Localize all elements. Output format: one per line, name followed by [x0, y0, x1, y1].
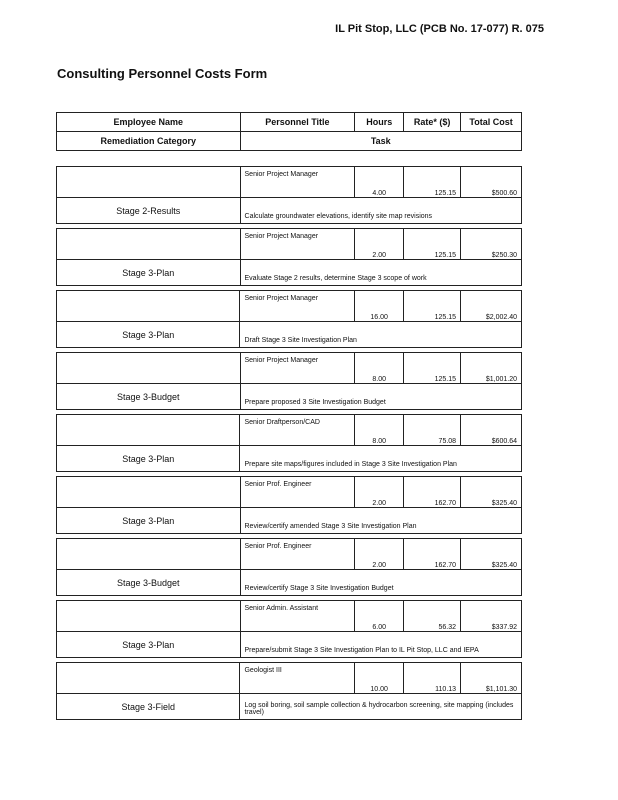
col-employee-name: Employee Name — [57, 113, 241, 132]
rate-cell: 125.15 — [404, 229, 461, 260]
col-remediation-category: Remediation Category — [57, 132, 241, 151]
remediation-category-cell: Stage 3-Plan — [57, 508, 241, 534]
total-cost-cell: $325.40 — [461, 477, 522, 508]
remediation-category-cell: Stage 3-Plan — [57, 322, 240, 348]
cost-entry-table — [56, 600, 522, 658]
total-cost-cell: $325.40 — [461, 539, 522, 570]
hours-cell: 16.00 — [355, 291, 404, 322]
hours-cell: 10.00 — [355, 663, 404, 694]
total-cost-cell: $1,001.20 — [461, 353, 522, 384]
hours-cell: 2.00 — [355, 539, 404, 570]
cost-entry — [56, 228, 522, 286]
remediation-category-cell: Stage 2-Results — [57, 198, 241, 224]
total-cost-cell: $600.64 — [461, 415, 522, 446]
col-rate: Rate* ($) — [404, 113, 461, 132]
cost-entry — [56, 662, 522, 720]
remediation-category-cell: Stage 3-Budget — [57, 384, 241, 410]
cost-entry — [56, 600, 522, 658]
rate-cell: 125.15 — [404, 167, 461, 198]
personnel-title-cell: Senior Project Manager — [240, 291, 355, 322]
cost-entry — [56, 476, 522, 534]
hours-cell: 4.00 — [355, 167, 404, 198]
cost-entry-table — [56, 228, 522, 286]
task-cell: Evaluate Stage 2 results, determine Stage 3 scope of work — [240, 260, 522, 286]
personnel-title-cell: Senior Prof. Engineer — [240, 539, 355, 570]
personnel-title-cell: Senior Project Manager — [240, 353, 355, 384]
cost-entry-table — [56, 352, 522, 410]
employee-name-cell — [57, 353, 241, 384]
total-cost-cell: $337.92 — [461, 601, 522, 632]
task-cell: Review/certify amended Stage 3 Site Investigation Plan — [240, 508, 522, 534]
rate-cell: 56.32 — [404, 601, 461, 632]
rate-cell: 162.70 — [404, 477, 461, 508]
hours-cell: 8.00 — [355, 353, 404, 384]
employee-name-cell — [57, 477, 241, 508]
total-cost-cell: $250.30 — [461, 229, 522, 260]
task-cell: Review/certify Stage 3 Site Investigation Budget — [240, 570, 521, 596]
task-cell: Prepare proposed 3 Site Investigation Budget — [240, 384, 522, 410]
rate-cell: 125.15 — [404, 291, 461, 322]
cost-entry — [56, 352, 522, 410]
remediation-category-cell: Stage 3-Plan — [57, 446, 240, 472]
rate-cell: 125.15 — [404, 353, 461, 384]
column-header-table — [56, 112, 522, 151]
remediation-category-cell: Stage 3-Budget — [57, 570, 241, 596]
rate-cell: 75.08 — [404, 415, 461, 446]
cost-entry-table — [56, 476, 522, 534]
remediation-category-cell: Stage 3-Plan — [57, 260, 241, 286]
employee-name-cell — [57, 167, 241, 198]
task-cell: Prepare/submit Stage 3 Site Investigation Plan to IL Pit Stop, LLC and IEPA — [240, 632, 522, 658]
personnel-title-cell: Senior Admin. Assistant — [240, 601, 355, 632]
personnel-title-cell: Senior Prof. Engineer — [240, 477, 355, 508]
cost-entry-table — [56, 414, 522, 472]
employee-name-cell — [57, 291, 240, 322]
cost-entry-table — [56, 166, 522, 224]
hours-cell: 6.00 — [355, 601, 404, 632]
task-cell: Log soil boring, soil sample collection & hydrocarbon screening, site mapping (includes travel) — [240, 694, 522, 720]
hours-cell: 2.00 — [355, 229, 404, 260]
remediation-category-cell: Stage 3-Plan — [57, 632, 241, 658]
cost-entry-table — [56, 538, 522, 596]
task-cell: Prepare site maps/figures included in Stage 3 Site Investigation Plan — [240, 446, 522, 472]
task-cell: Draft Stage 3 Site Investigation Plan — [240, 322, 522, 348]
cost-entry — [56, 538, 522, 596]
personnel-title-cell: Senior Draftperson/CAD — [240, 415, 355, 446]
rate-cell: 162.70 — [404, 539, 461, 570]
col-hours: Hours — [355, 113, 404, 132]
col-personnel-title: Personnel Title — [240, 113, 355, 132]
form-title: Consulting Personnel Costs Form — [57, 66, 268, 81]
employee-name-cell — [57, 663, 240, 694]
personnel-title-cell: Senior Project Manager — [240, 167, 355, 198]
rate-cell: 110.13 — [404, 663, 461, 694]
employee-name-cell — [57, 415, 240, 446]
hours-cell: 2.00 — [355, 477, 404, 508]
personnel-title-cell: Senior Project Manager — [240, 229, 355, 260]
col-total-cost: Total Cost — [461, 113, 522, 132]
total-cost-cell: $500.60 — [461, 167, 522, 198]
hours-cell: 8.00 — [355, 415, 404, 446]
cost-entry — [56, 414, 522, 472]
remediation-category-cell: Stage 3-Field — [57, 694, 240, 720]
cost-entry — [56, 290, 522, 348]
col-task: Task — [240, 132, 521, 151]
employee-name-cell — [57, 539, 241, 570]
total-cost-cell: $1,101.30 — [461, 663, 522, 694]
cost-entry-table — [56, 662, 522, 720]
employee-name-cell — [57, 229, 241, 260]
task-cell: Calculate groundwater elevations, identify site map revisions — [240, 198, 521, 224]
document-reference: IL Pit Stop, LLC (PCB No. 17-077) R. 075 — [335, 23, 544, 35]
total-cost-cell: $2,002.40 — [461, 291, 522, 322]
cost-entry — [56, 166, 522, 224]
personnel-title-cell: Geologist III — [240, 663, 355, 694]
employee-name-cell — [57, 601, 241, 632]
cost-entry-table — [56, 290, 522, 348]
